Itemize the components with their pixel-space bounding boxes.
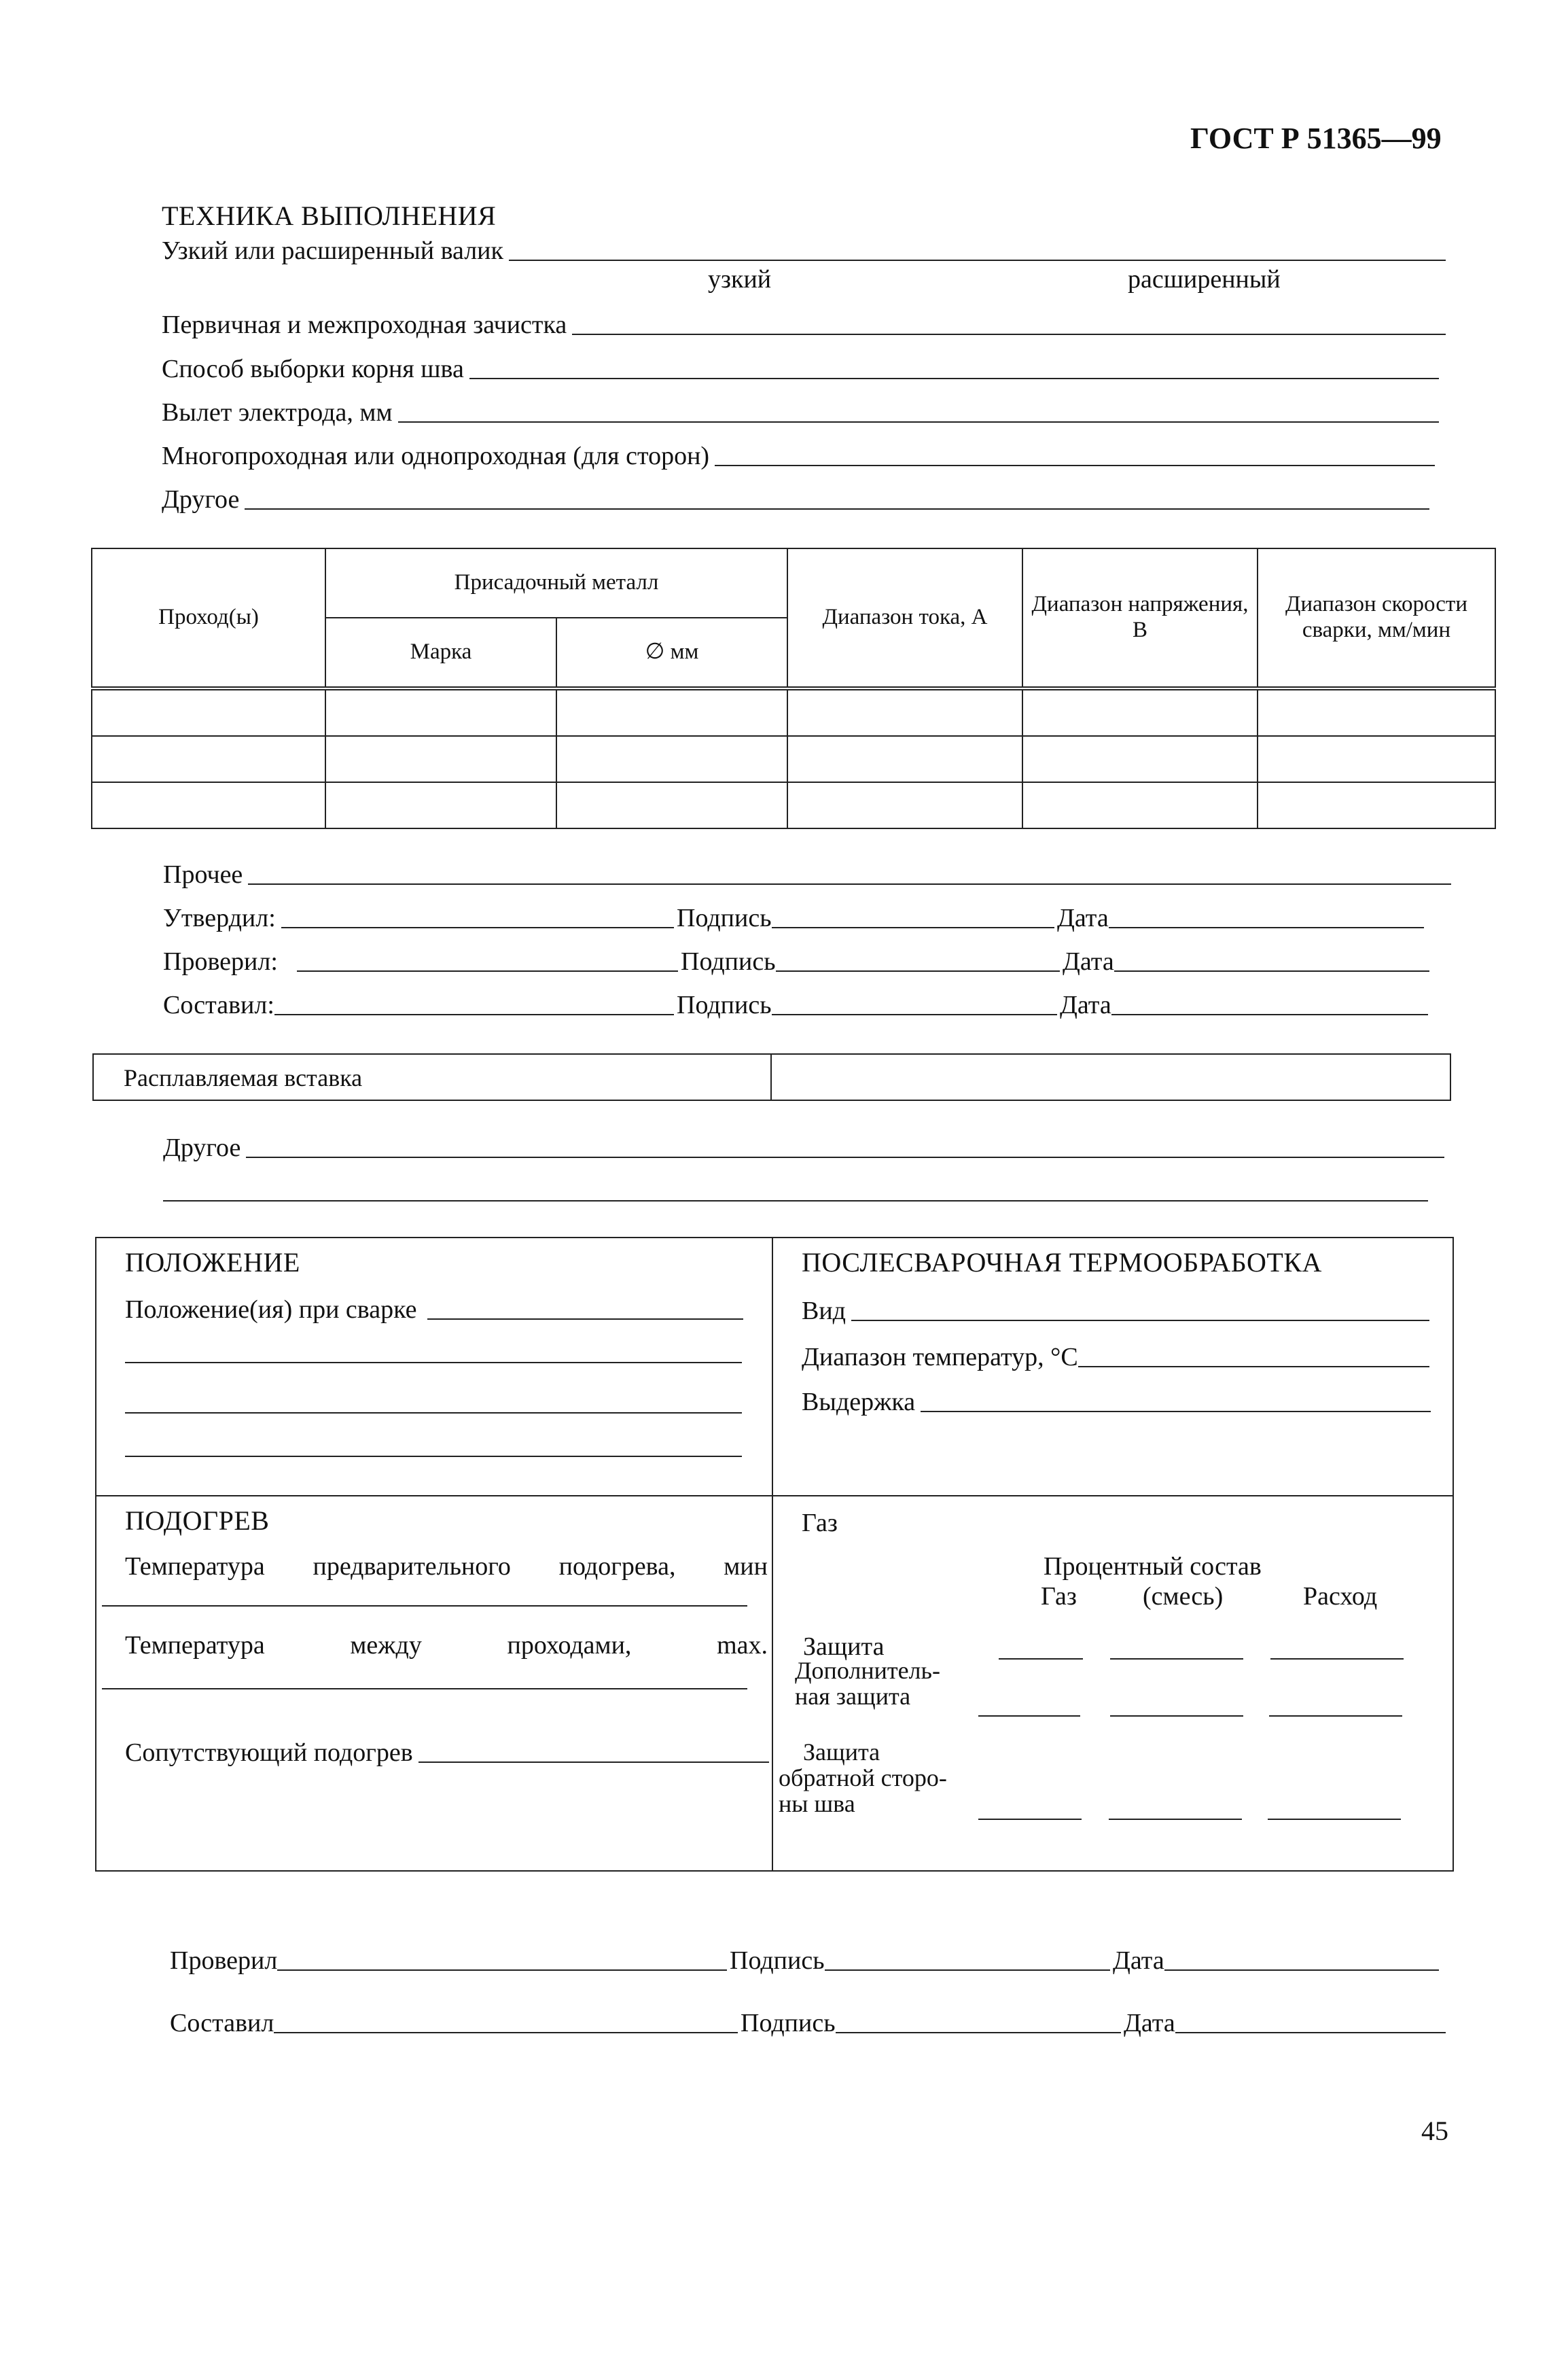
composed2-signature-field[interactable] — [741, 2006, 1121, 2036]
table-row — [92, 688, 1495, 736]
table-cell[interactable] — [1258, 736, 1495, 782]
composed2-date-field[interactable] — [1124, 2006, 1446, 2036]
position-field[interactable] — [125, 1294, 743, 1322]
composed-input-line[interactable] — [274, 1014, 674, 1015]
gas-col-mix: (смесь) — [1143, 1582, 1224, 1611]
composed-signature-line[interactable] — [772, 1014, 1057, 1015]
table-cell[interactable] — [325, 688, 556, 736]
gas-extra-label-line1: Дополнитель- — [795, 1657, 940, 1684]
stickout-field[interactable] — [162, 397, 1439, 425]
composed-label: Составил: — [163, 991, 274, 1019]
preheat-temp-input-line[interactable] — [102, 1605, 747, 1607]
table-row — [92, 736, 1495, 782]
bead-input-line[interactable] — [509, 260, 1446, 261]
checked2-input-line[interactable] — [277, 1969, 727, 1971]
weld-parameters-table — [91, 548, 1496, 829]
table-cell[interactable] — [1258, 688, 1495, 736]
checked-date-field[interactable] — [1063, 946, 1429, 975]
accompanying-preheat-input-line[interactable] — [418, 1761, 769, 1763]
composed2-label: Составил — [170, 2009, 274, 2037]
misc-field[interactable] — [163, 859, 1451, 888]
gas-col-gas: Газ — [1041, 1582, 1077, 1611]
preheat-word: предварительного — [313, 1552, 511, 1581]
pwht-temp-label: Диапазон температур, °С — [802, 1343, 1078, 1371]
gas-extra-flow-line[interactable] — [1269, 1715, 1402, 1717]
pwht-hold-label: Выдержка — [802, 1388, 916, 1416]
table-cell[interactable] — [92, 688, 325, 736]
composed-date-field[interactable] — [1060, 989, 1428, 1018]
interpass-temp-label — [125, 1632, 768, 1658]
approved-signature-label: Подпись — [677, 904, 772, 932]
position-line-2[interactable] — [125, 1362, 742, 1363]
bead-label: Узкий или расширенный валик — [162, 236, 503, 265]
composed-date-line[interactable] — [1111, 1014, 1428, 1015]
passes-input-line[interactable] — [715, 465, 1435, 466]
composed-signature-label: Подпись — [677, 991, 772, 1019]
table-row — [92, 782, 1495, 828]
interpass-word: max. — [717, 1631, 768, 1660]
approved-signature-line[interactable] — [772, 927, 1054, 928]
interpass-word: между — [350, 1631, 422, 1660]
table-cell[interactable] — [1022, 688, 1258, 736]
insert-other-label: Другое — [163, 1134, 241, 1162]
checked-date-label: Дата — [1063, 947, 1114, 976]
pwht-hold-field[interactable] — [802, 1386, 1431, 1415]
checked2-date-label: Дата — [1113, 1946, 1164, 1975]
checked-input-line[interactable] — [297, 970, 678, 972]
root-input-line[interactable] — [469, 378, 1439, 379]
composed2-date-label: Дата — [1124, 2009, 1175, 2037]
preheat-word: Температура — [125, 1552, 265, 1581]
stickout-input-line[interactable] — [398, 421, 1440, 423]
gas-shield-label: Защита — [803, 1632, 885, 1661]
approved-label: Утвердил: — [163, 904, 276, 932]
table-cell[interactable] — [1258, 782, 1495, 828]
col-header-voltage: Диапазон напряжения, В — [1022, 548, 1258, 688]
checked2-signature-line[interactable] — [825, 1969, 1110, 1971]
pwht-type-label: Вид — [802, 1297, 847, 1325]
preheat-temp-label — [125, 1554, 768, 1579]
table-cell[interactable] — [325, 736, 556, 782]
col-header-speed: Диапазон скорости сварки, мм/мин — [1258, 548, 1495, 688]
interpass-word: проходами, — [507, 1631, 632, 1660]
composed2-date-line[interactable] — [1175, 2032, 1446, 2033]
gas-back-gas-line[interactable] — [978, 1819, 1082, 1820]
bead-field[interactable] — [162, 235, 1446, 264]
root-field[interactable] — [162, 353, 1439, 382]
approved-input-line[interactable] — [281, 927, 674, 928]
page-number: 45 — [1421, 2116, 1448, 2146]
gas-title: Газ — [802, 1509, 838, 1537]
gas-extra-label-line2: ная защита — [795, 1682, 911, 1710]
accompanying-preheat-label: Сопутствующий подогрев — [125, 1738, 413, 1767]
col-header-current: Диапазон тока, А — [787, 548, 1022, 688]
root-label: Способ выборки корня шва — [162, 355, 464, 383]
pwht-temp-input-line[interactable] — [1078, 1366, 1429, 1367]
passes-label: Многопроходная или однопроходная (для сторон) — [162, 442, 710, 470]
table-cell[interactable] — [92, 736, 325, 782]
checked2-signature-field[interactable] — [730, 1944, 1110, 1974]
bead-option-narrow: узкий — [708, 265, 772, 294]
pwht-temp-field[interactable] — [802, 1342, 1429, 1370]
col-header-pass: Проход(ы) — [92, 548, 325, 688]
checked2-signature-label: Подпись — [730, 1946, 825, 1975]
table-cell[interactable] — [325, 782, 556, 828]
checked2-label: Проверил — [170, 1946, 278, 1975]
interpass-word: Температура — [125, 1631, 265, 1660]
checked2-field[interactable] — [170, 1944, 727, 1974]
composed-date-label: Дата — [1060, 991, 1111, 1019]
table-cell[interactable] — [1022, 782, 1258, 828]
document-id: ГОСТ Р 51365—99 — [1190, 122, 1442, 155]
gas-back-mix-line[interactable] — [1109, 1819, 1242, 1820]
technique-other-label: Другое — [162, 485, 240, 514]
approved-signature-field[interactable] — [677, 902, 1054, 931]
technique-other-input-line[interactable] — [245, 508, 1429, 510]
checked2-date-line[interactable] — [1164, 1969, 1439, 1971]
approved-date-line[interactable] — [1109, 927, 1424, 928]
grid-vertical-divider — [772, 1237, 773, 1870]
approved-field[interactable] — [163, 902, 674, 931]
pwht-title: ПОСЛЕСВАРОЧНАЯ ТЕРМООБРАБОТКА — [802, 1247, 1322, 1278]
technique-title: ТЕХНИКА ВЫПОЛНЕНИЯ — [162, 200, 497, 231]
col-header-brand: Марка — [325, 618, 556, 688]
checked-signature-label: Подпись — [681, 947, 776, 976]
checked-date-line[interactable] — [1114, 970, 1429, 972]
pwht-type-input-line[interactable] — [851, 1320, 1429, 1321]
gas-back-label-line1: Защита — [803, 1738, 880, 1766]
gas-back-label-line2: обратной сторо- — [779, 1764, 947, 1791]
checked-field[interactable] — [163, 946, 678, 975]
bead-option-wide: расширенный — [1128, 265, 1281, 294]
table-cell[interactable] — [787, 782, 1022, 828]
gas-back-flow-line[interactable] — [1268, 1819, 1401, 1820]
gas-back-label — [779, 1740, 947, 1817]
table-cell[interactable] — [556, 782, 787, 828]
preheat-word: подогрева, — [558, 1552, 676, 1581]
checked-label: Проверил: — [163, 947, 278, 976]
misc-input-line[interactable] — [248, 883, 1451, 885]
gas-extra-label — [795, 1658, 940, 1710]
gas-percent-label: Процентный состав — [1044, 1552, 1262, 1581]
preheat-title: ПОДОГРЕВ — [125, 1505, 270, 1536]
position-line-3[interactable] — [125, 1412, 742, 1414]
position-line-4[interactable] — [125, 1456, 742, 1457]
col-header-filler: Присадочный металл — [325, 548, 787, 618]
position-title: ПОЛОЖЕНИЕ — [125, 1247, 300, 1278]
composed2-input-line[interactable] — [274, 2032, 738, 2033]
approved-date-field[interactable] — [1057, 902, 1424, 931]
gas-col-flow: Расход — [1303, 1582, 1378, 1611]
cleaning-label: Первичная и межпроходная зачистка — [162, 311, 567, 339]
composed2-signature-line[interactable] — [836, 2032, 1121, 2033]
position-label: Положение(ия) при сварке — [125, 1295, 417, 1324]
table-cell[interactable] — [787, 736, 1022, 782]
insert-other-input-line[interactable] — [246, 1157, 1444, 1158]
fusible-insert-divider — [770, 1053, 772, 1100]
table-cell[interactable] — [556, 736, 787, 782]
interpass-temp-input-line[interactable] — [102, 1688, 747, 1689]
grid-horizontal-divider — [95, 1495, 1453, 1496]
composed2-field[interactable] — [170, 2006, 738, 2036]
insert-other-continuation-line[interactable] — [163, 1200, 1428, 1202]
fusible-insert-value[interactable] — [773, 1055, 1447, 1098]
composed-field[interactable] — [163, 989, 674, 1018]
stickout-label: Вылет электрода, мм — [162, 398, 393, 427]
table-cell[interactable] — [556, 688, 787, 736]
cleaning-field[interactable] — [162, 309, 1446, 338]
position-input-line[interactable] — [427, 1318, 743, 1320]
preheat-word: мин — [724, 1552, 768, 1581]
accompanying-preheat-field[interactable] — [125, 1737, 769, 1766]
insert-other-field[interactable] — [163, 1132, 1444, 1161]
composed-signature-field[interactable] — [677, 989, 1057, 1018]
table-cell[interactable] — [92, 782, 325, 828]
checked-signature-line[interactable] — [776, 970, 1060, 972]
cleaning-input-line[interactable] — [572, 334, 1446, 335]
checked2-date-field[interactable] — [1113, 1944, 1439, 1974]
gas-shield-flow-line[interactable] — [1270, 1658, 1404, 1660]
technique-other-field[interactable] — [162, 484, 1429, 512]
pwht-type-field[interactable] — [802, 1295, 1429, 1324]
pwht-hold-input-line[interactable] — [921, 1411, 1431, 1412]
checked-signature-field[interactable] — [681, 946, 1060, 975]
fusible-insert-label: Расплавляемая вставка — [124, 1064, 363, 1091]
gas-extra-mix-line[interactable] — [1110, 1715, 1243, 1717]
col-header-diameter: ∅ мм — [556, 618, 787, 688]
passes-field[interactable] — [162, 440, 1435, 469]
gas-back-label-line3: ны шва — [779, 1789, 855, 1817]
gas-shield-mix-line[interactable] — [1110, 1658, 1243, 1660]
table-cell[interactable] — [1022, 736, 1258, 782]
approved-date-label: Дата — [1057, 904, 1109, 932]
table-cell[interactable] — [787, 688, 1022, 736]
composed2-signature-label: Подпись — [741, 2009, 836, 2037]
gas-extra-gas-line[interactable] — [978, 1715, 1080, 1717]
misc-label: Прочее — [163, 860, 243, 889]
gas-shield-gas-line[interactable] — [999, 1658, 1083, 1660]
